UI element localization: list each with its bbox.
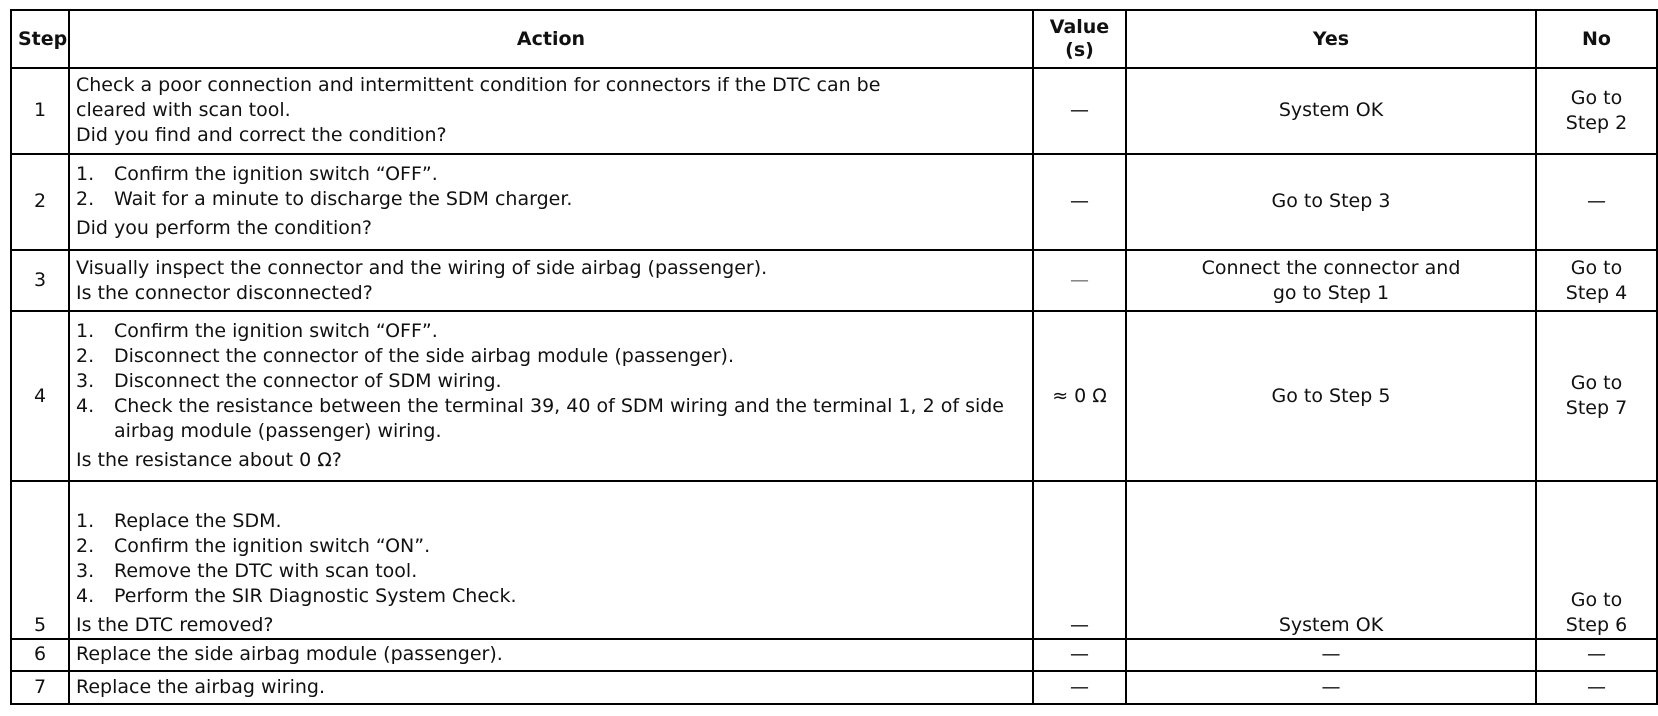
- header-value: Value (s): [1033, 10, 1126, 68]
- value-cell: ≈ 0 Ω: [1033, 311, 1126, 481]
- table-row: [11, 671, 1657, 704]
- action-question: Is the resistance about 0 Ω?: [76, 449, 342, 472]
- step-number: 2: [11, 154, 69, 250]
- table-row: [11, 154, 1657, 250]
- action-question: Did you perform the condition?: [76, 217, 373, 240]
- step-number: 7: [11, 671, 69, 704]
- table-row: [11, 311, 1657, 481]
- value-cell: —: [1033, 481, 1126, 638]
- step-number: 3: [11, 250, 69, 311]
- action-cell: [69, 68, 1033, 154]
- action-cell: Replace the side airbag module (passenger).: [69, 639, 1033, 672]
- no-cell: —: [1536, 154, 1657, 250]
- header-step: Step: [11, 10, 69, 68]
- action-cell: [69, 311, 1033, 481]
- table-row: [11, 68, 1657, 154]
- action-cell: [69, 154, 1033, 250]
- action-item: 2. Confirm the ignition switch “ON”.: [76, 534, 431, 557]
- action-item: 2. Disconnect the connector of the side airbag module (passenger).: [76, 345, 735, 368]
- no-cell: Go to Step 2: [1536, 68, 1657, 154]
- action-line: cleared with scan tool.: [76, 99, 291, 122]
- table-row: [11, 481, 1657, 638]
- action-item: 1. Confirm the ignition switch “OFF”.: [76, 320, 438, 343]
- action-item: 1. Confirm the ignition switch “OFF”.: [76, 163, 438, 186]
- action-question: Is the DTC removed?: [76, 613, 274, 636]
- yes-cell: System OK: [1126, 481, 1536, 638]
- yes-cell: Connect the connector and go to Step 1: [1126, 250, 1536, 311]
- no-cell: —: [1536, 639, 1657, 672]
- action-item: 4. Check the resistance between the terminal 39, 40 of SDM wiring and the terminal 1, 2 of side airbag module (passenger) wiring.: [76, 395, 1004, 443]
- action-item: 3. Disconnect the connector of SDM wiring.: [76, 370, 502, 393]
- yes-cell: Go to Step 5: [1126, 311, 1536, 481]
- header-no: No: [1536, 10, 1657, 68]
- value-cell: —: [1033, 671, 1126, 704]
- value-cell: —: [1033, 68, 1126, 154]
- no-cell: Go to Step 4: [1536, 250, 1657, 311]
- value-cell: —: [1033, 639, 1126, 672]
- value-cell: —: [1033, 250, 1126, 311]
- action-cell: [69, 250, 1033, 311]
- value-cell: —: [1033, 154, 1126, 250]
- no-cell: —: [1536, 671, 1657, 704]
- action-cell: [69, 481, 1033, 638]
- step-number: 5: [11, 481, 69, 638]
- yes-cell: Go to Step 3: [1126, 154, 1536, 250]
- action-question: Did you find and correct the condition?: [76, 124, 447, 147]
- diagnostic-table: [10, 9, 1658, 705]
- action-line: Visually inspect the connector and the wiring of side airbag (passenger).: [76, 256, 768, 279]
- header-row: [11, 10, 1657, 68]
- action-line: Check a poor connection and intermittent condition for connectors if the DTC can be: [76, 74, 881, 97]
- action-question: Is the connector disconnected?: [76, 281, 373, 304]
- yes-cell: System OK: [1126, 68, 1536, 154]
- action-item: 4. Perform the SIR Diagnostic System Check.: [76, 584, 517, 607]
- step-number: 4: [11, 311, 69, 481]
- no-cell: Go to Step 6: [1536, 481, 1657, 638]
- yes-cell: —: [1126, 639, 1536, 672]
- action-item: 3. Remove the DTC with scan tool.: [76, 559, 418, 582]
- no-cell: Go to Step 7: [1536, 311, 1657, 481]
- yes-cell: —: [1126, 671, 1536, 704]
- header-action: Action: [69, 10, 1033, 68]
- step-number: 1: [11, 68, 69, 154]
- action-item: 1. Replace the SDM.: [76, 509, 282, 532]
- table-row: [11, 639, 1657, 672]
- header-yes: Yes: [1126, 10, 1536, 68]
- action-item: 2. Wait for a minute to discharge the SDM charger.: [76, 188, 573, 211]
- action-cell: Replace the airbag wiring.: [69, 671, 1033, 704]
- table-row: [11, 250, 1657, 311]
- step-number: 6: [11, 639, 69, 672]
